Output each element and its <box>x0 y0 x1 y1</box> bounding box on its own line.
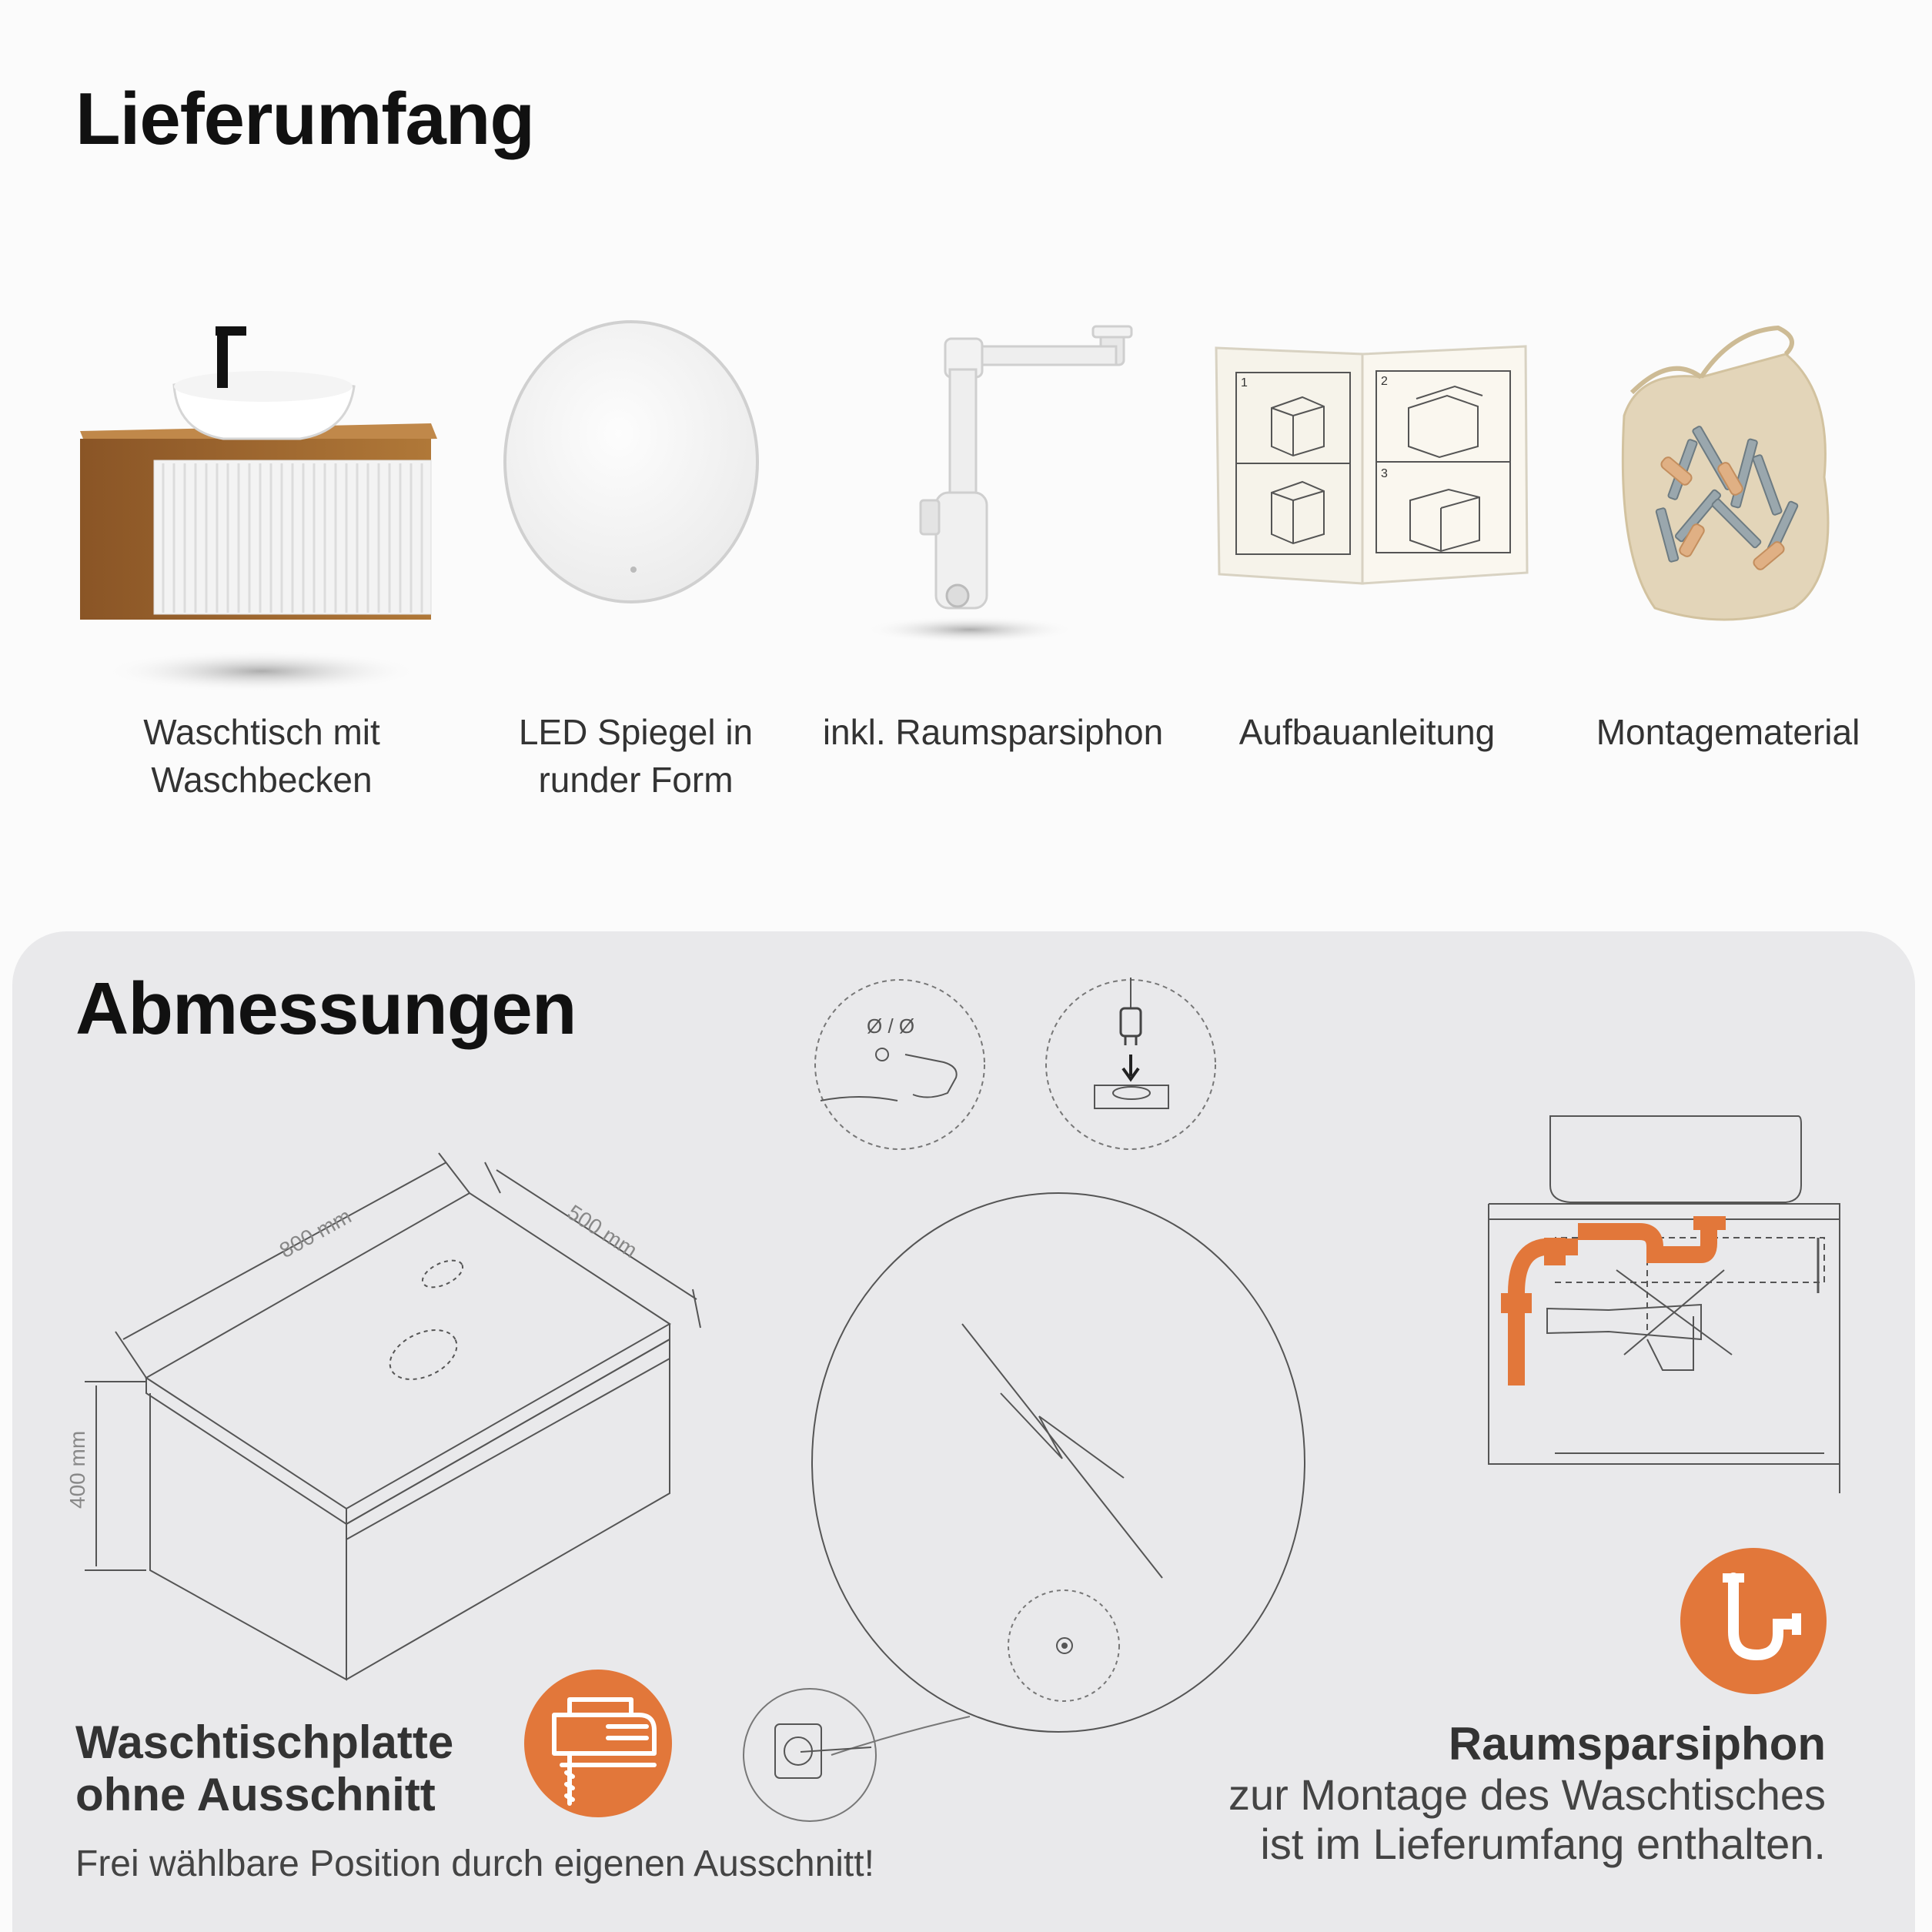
width-label: 800 mm <box>275 1204 356 1263</box>
feature-right-body-line1: zur Montage des Waschtisches <box>1228 1770 1826 1819</box>
feature-right-text <box>1228 1718 1826 1869</box>
caption-vanity <box>69 708 454 804</box>
height-label: 400 mm <box>65 1430 89 1509</box>
caption-mirror-line2: runder Form <box>538 760 734 800</box>
feature-left-title-line1: Waschtischplatte <box>75 1716 454 1768</box>
plug-detail <box>1044 978 1218 1152</box>
feature-left-body: Frei wählbare Position durch eigenen Ausschnitt! <box>75 1843 874 1884</box>
caption-siphon: inkl. Raumsparsiphon <box>822 712 1164 752</box>
feature-right-body-line2: ist im Lieferumfang enthalten. <box>1260 1820 1826 1868</box>
depth-label: 500 mm <box>563 1200 642 1263</box>
siphon-pipe-icon <box>1680 1547 1827 1695</box>
siphon-installation-diagram <box>1470 1108 1855 1478</box>
manual-image <box>1208 339 1532 593</box>
caption-vanity-line2: Waschbecken <box>151 760 373 800</box>
caption-manual: Aufbauanleitung <box>1238 712 1496 752</box>
feature-left-title-line2: ohne Ausschnitt <box>75 1769 436 1820</box>
hardware-bag-image <box>1609 323 1840 631</box>
manual-page-3: 3 <box>1381 467 1388 480</box>
caption-mirror <box>443 708 828 804</box>
touch-switch-detail <box>813 978 987 1152</box>
switch-label: Ø / Ø <box>867 1014 915 1038</box>
feature-left-title <box>75 1716 453 1821</box>
manual-page-1: 1 <box>1241 376 1248 389</box>
vanity-cabinet-image <box>69 316 454 700</box>
caption-hardware: Montagematerial <box>1596 712 1860 752</box>
caption-mirror-line1: LED Spiegel in <box>518 712 754 752</box>
round-mirror-image <box>500 316 770 608</box>
socket-detail <box>740 1686 879 1824</box>
manual-page-2: 2 <box>1381 375 1388 388</box>
delivery-title: Lieferumfang <box>75 78 535 160</box>
mirror-outline-drawing <box>808 1193 1309 1747</box>
caption-vanity-line1: Waschtisch mit <box>143 712 380 752</box>
jigsaw-icon <box>523 1669 673 1818</box>
cabinet-dimension-drawing <box>62 1139 724 1693</box>
feature-right-title: Raumsparsiphon <box>1448 1718 1826 1770</box>
dimensions-title: Abmessungen <box>75 968 577 1050</box>
siphon-image <box>862 316 1155 654</box>
